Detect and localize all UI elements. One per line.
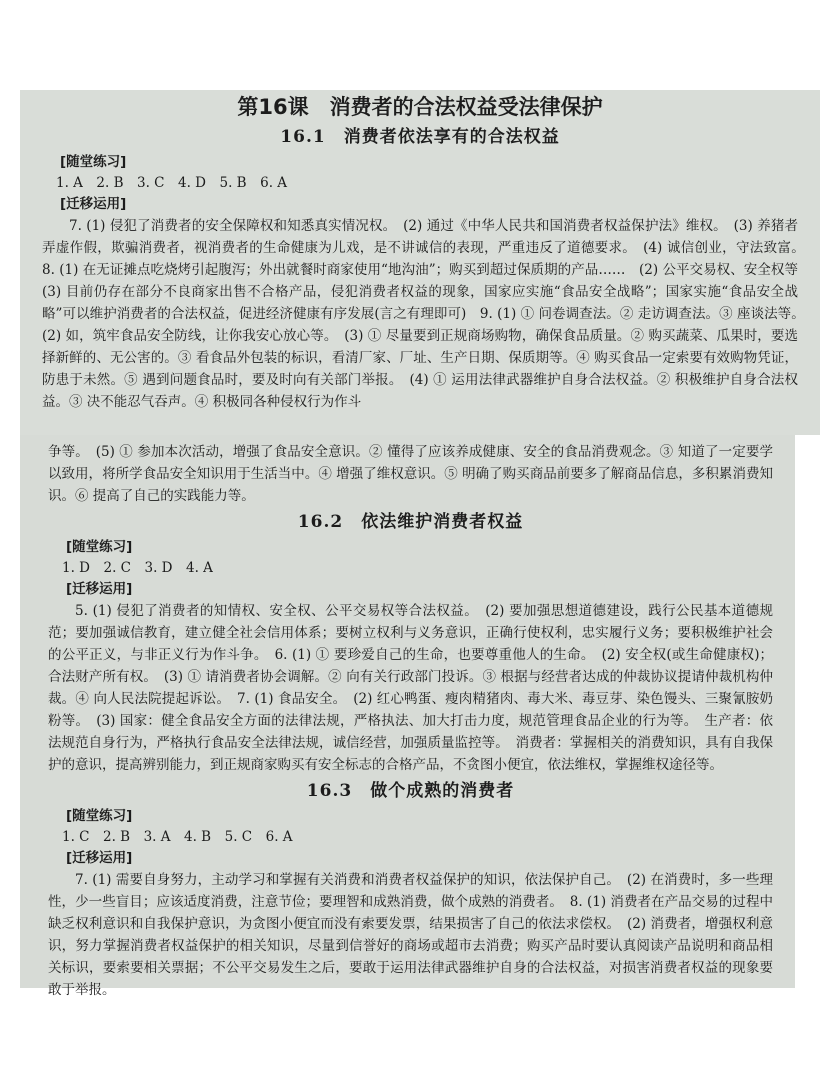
s1-apply-text-bottom: 争等。 (5) ① 参加本次活动，增强了食品安全意识。② 懂得了应该养成健康、安全的食品消费观念。③ 知道了一定要学以致用，将所学食品安全知识用于生活当中。④ 增强了维权意识。⑤ 明确了购买商品前要多了解商品信息，多积累消费知识。⑥ 提高了自己的实践能力等。	[48, 444, 773, 504]
section-16-3-title: 16.3 做个成熟的消费者	[306, 781, 515, 801]
page-bottom-section	[20, 435, 795, 998]
section-16-1-title: 16.1 消费者依法享有的合法权益	[280, 127, 560, 147]
s1-practice-answers: 1. A 2. B 3. C 4. D 5. B 6. A	[56, 175, 288, 191]
page-top-section	[20, 90, 820, 435]
s3-apply-label: [迁移运用]	[66, 850, 133, 866]
s2-practice-answers: 1. D 2. C 3. D 4. A	[62, 560, 213, 576]
s2-apply-text: 5. (1) 侵犯了消费者的知情权、安全权、公平交易权等合法权益。 (2) 要加强思想道德建设，践行公民基本道德规范；要加强诚信教育，建立健全社会信用体系；要树立权利与义务意识，正确行使权利，忠实履行义务；要积极维护社会的公平正义，与非正义行为作斗争。 6. (1) ① 要珍爱自己的生命，也要尊重他人的生命。 (2) 安全权(或生命健康权)；合法财产所有权。 (3) ① 请消费者协会调解。② 向有关行政部门投诉。③ 根据与经营者达成的仲裁协议提请仲裁机构仲裁。④ 向人民法院提起诉讼。 7. (1) 食品安全。 (2) 红心鸭蛋、瘦肉精猪肉、毒大米、毒豆芽、染色馒头、三聚氰胺奶粉等。 (3) 国家：健全食品安全方面的法律法规，严格执法、加大打击力度，规范管理食品企业的行为等。 生产者：依法规范自身行为，严格执行食品安全法律法规，诚信经营，加强质量监控等。 消费者：掌握相关的消费知识，具有自我保护的意识，提高辨别能力，到正规商家购买有安全标志的合格产品，不贪图小便宜，依法维权，掌握维权途径等。	[48, 603, 773, 773]
lesson-title: 第16课 消费者的合法权益受法律保护	[237, 95, 603, 119]
s1-apply-text-top: 7. (1) 侵犯了消费者的安全保障权和知悉真实情况权。 (2) 通过《中华人民共和国消费者权益保护法》维权。 (3) 养猪者弄虚作假，欺骗消费者，视消费者的生命健康为儿戏，是不讲诚信的表现，严重违反了道德要求。 (4) 诚信创业，守法致富。 8. (1) 在无证摊点吃烧烤引起腹泻；外出就餐时商家使用“地沟油”；购买到超过保质期的产品…… (2) 公平交易权、安全权等 (3) 目前仍存在部分不良商家出售不合格产品，侵犯消费者权益的现象，国家应实施“食品安全战略”；国家实施“食品安全战略”可以维护消费者的合法权益，促进经济健康有序发展(言之有理即可) 9. (1) ① 问卷调查法。② 走访调查法。③ 座谈法等。 (2) 如，筑牢食品安全防线，让你我安心放心等。 (3) ① 尽量要到正规商场购物，确保食品质量。② 购买蔬菜、瓜果时，要选择新鲜的、无公害的。③ 看食品外包装的标识，看清厂家、厂址、生产日期、保质期等。④ 购买食品一定索要有效购物凭证，防患于未然。⑤ 遇到问题食品时，要及时向有关部门举报。 (4) ① 运用法律武器维护自身合法权益。② 积极维护自身合法权益。③ 决不能忍气吞声。④ 积极同各种侵权行为作斗	[42, 218, 812, 410]
s3-practice-label: [随堂练习]	[66, 808, 133, 824]
s3-apply-text: 7. (1) 需要自身努力，主动学习和掌握有关消费和消费者权益保护的知识，依法保护自己。 (2) 在消费时，多一些理性，少一些盲目；应该适度消费，注意节俭；要理智和成熟消费，做个成熟的消费者。 8. (1) 消费者在产品交易的过程中缺乏权利意识和自我保护意识，为贪图小便宜而没有索要发票，结果损害了自己的依法求偿权。 (2) 消费者，增强权利意识，努力掌握消费者权益保护的相关知识，尽量到信誉好的商场或超市去消费；购买产品时要认真阅读产品说明和商品相关标识，要索要相关票据；不公平交易发生之后，要敢于运用法律武器维护自身的合法权益，对损害消费者权益的现象要敢于举报。	[48, 872, 773, 998]
s2-practice-label: [随堂练习]	[66, 539, 133, 555]
s1-practice-label: [随堂练习]	[60, 154, 127, 170]
s3-practice-answers: 1. C 2. B 3. A 4. B 5. C 6. A	[62, 829, 293, 845]
s1-apply-label: [迁移运用]	[60, 196, 127, 212]
s2-apply-label: [迁移运用]	[66, 581, 133, 597]
section-16-2-title: 16.2 依法维护消费者权益	[297, 512, 524, 532]
